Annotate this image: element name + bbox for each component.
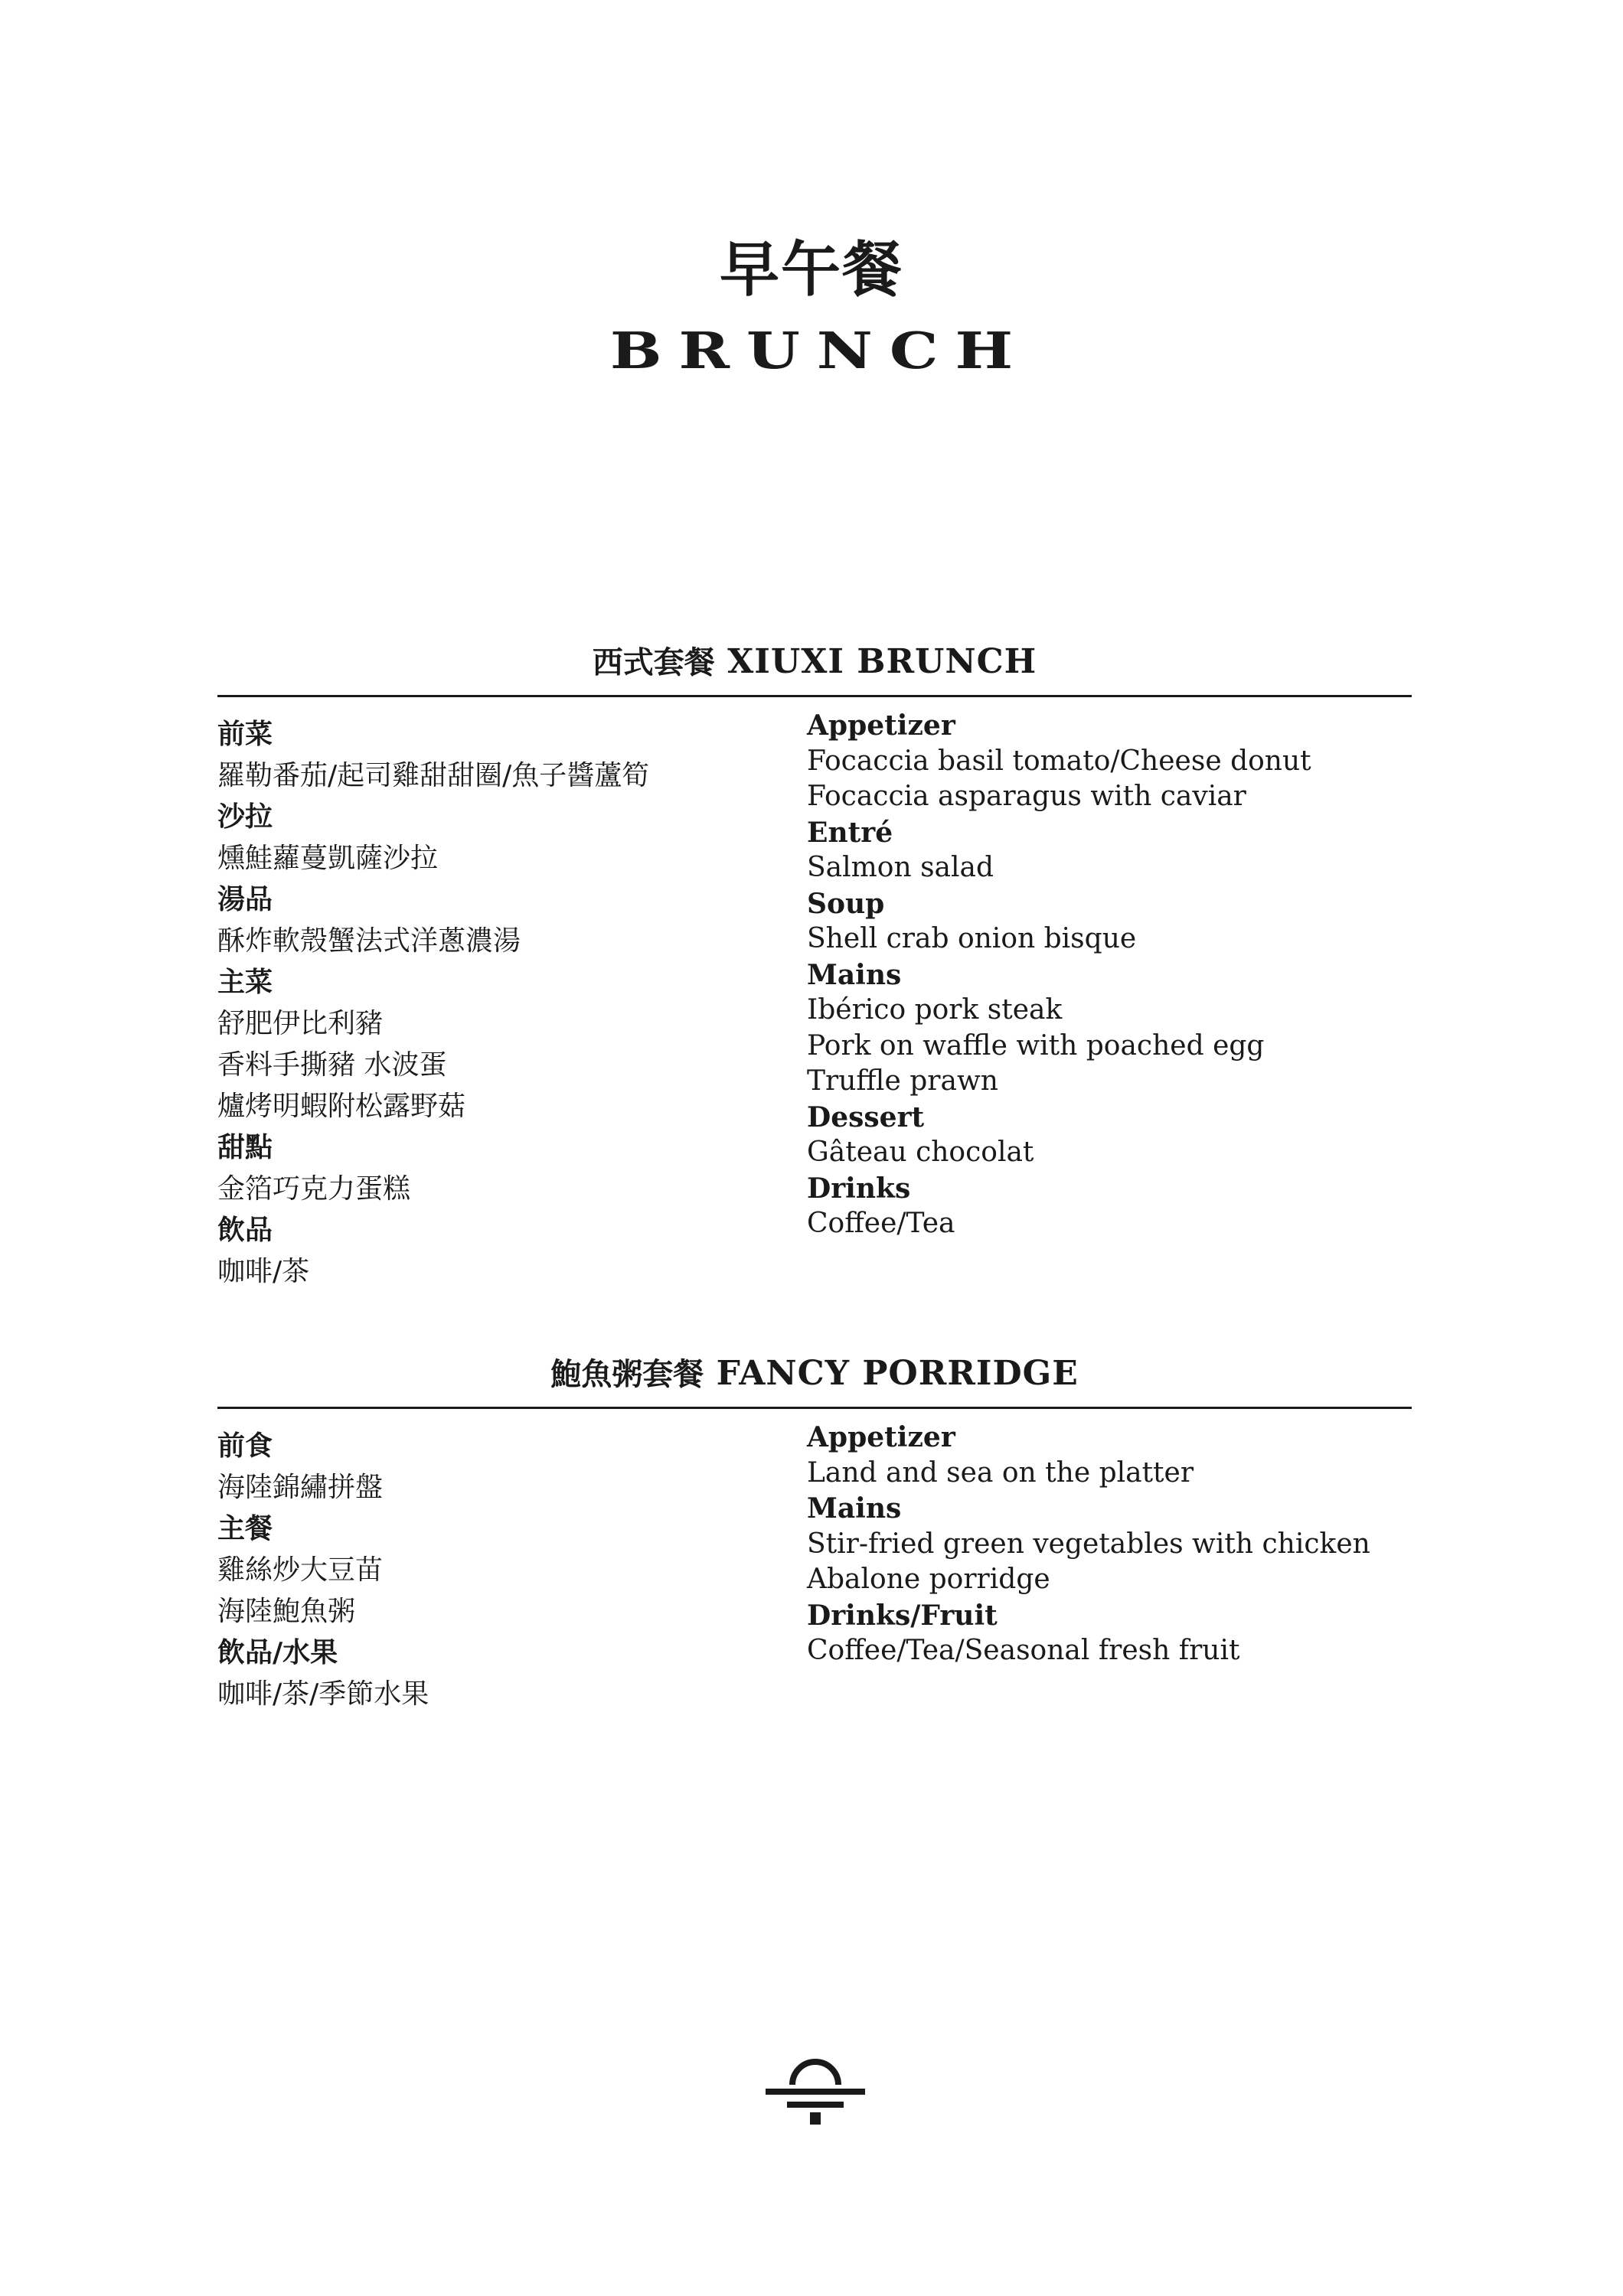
menu-item: Stir-fried green vegetables with chicken <box>807 1528 1370 1560</box>
section-title <box>217 1351 1412 1409</box>
menu-item: Shell crab onion bisque <box>807 923 1137 954</box>
category-heading: 前食 <box>217 1430 273 1462</box>
section-title-chinese: 鮑魚粥套餐 <box>550 1357 704 1392</box>
category-heading: Mains <box>807 958 902 991</box>
category-heading: Appetizer <box>807 1421 955 1453</box>
menu-item: 爐烤明蝦附松露野菇 <box>217 1091 466 1122</box>
english-menu-column <box>807 1420 1412 1669</box>
category-heading: 主餐 <box>217 1513 273 1544</box>
menu-item: Salmon salad <box>807 852 994 883</box>
category-heading: 主菜 <box>217 967 273 998</box>
section-title-english: XIUXI BRUNCH <box>727 642 1037 681</box>
category-heading: Appetizer <box>807 709 955 742</box>
menu-item: Land and sea on the platter <box>807 1456 1194 1489</box>
menu-item: Pork on waffle with poached egg <box>807 1029 1265 1062</box>
menu-item: 香料手撕豬 水波蛋 <box>217 1049 447 1081</box>
page-title-english: BRUNCH <box>609 321 1030 380</box>
page-title-chinese: 早午餐 <box>719 236 903 305</box>
category-heading: Mains <box>807 1492 902 1525</box>
menu-item: 海陸鮑魚粥 <box>217 1596 356 1627</box>
menu-section-xiuxi-brunch <box>217 639 1412 1287</box>
section-title-english: FANCY PORRIDGE <box>716 1354 1079 1393</box>
category-heading: Dessert <box>807 1101 925 1133</box>
menu-item: Abalone porridge <box>807 1564 1050 1595</box>
menu-item: 酥炸軟殼蟹法式洋蔥濃湯 <box>217 925 521 957</box>
menu-item: 咖啡/茶 <box>217 1256 310 1287</box>
menu-item: Gâteau chocolat <box>807 1137 1034 1168</box>
sun-horizon-logo-icon <box>766 2059 865 2128</box>
menu-item: 燻鮭蘿蔓凱薩沙拉 <box>217 843 439 874</box>
menu-item: Coffee/Tea <box>807 1208 955 1239</box>
menu-item: Focaccia asparagus with caviar <box>807 781 1246 812</box>
menu-item: 羅勒番茄/起司雞甜甜圈/魚子醬蘆筍 <box>217 760 650 791</box>
menu-item: Truffle prawn <box>807 1065 998 1097</box>
category-heading: Drinks <box>807 1172 911 1205</box>
section-title-chinese: 西式套餐 <box>592 645 715 680</box>
menu-item: 海陸錦繡拼盤 <box>217 1472 384 1503</box>
menu-item: Coffee/Tea/Seasonal fresh fruit <box>807 1635 1240 1666</box>
menu-section-fancy-porridge <box>217 1351 1412 1710</box>
category-heading: Entré <box>807 816 893 849</box>
section-title <box>217 639 1412 697</box>
category-heading: Soup <box>807 887 885 920</box>
menu-item: 雞絲炒大豆苗 <box>217 1554 384 1586</box>
english-menu-column <box>807 708 1412 1242</box>
menu-item: 金箔巧克力蛋糕 <box>217 1173 411 1205</box>
category-heading: 甜點 <box>217 1132 273 1163</box>
category-heading: Drinks/Fruit <box>807 1599 998 1632</box>
menu-item: 咖啡/茶/季節水果 <box>217 1678 429 1710</box>
chinese-menu-column <box>217 1426 799 1715</box>
category-heading: 沙拉 <box>217 801 273 833</box>
category-heading: 湯品 <box>217 884 273 915</box>
category-heading: 前菜 <box>217 719 273 750</box>
category-heading: 飲品/水果 <box>217 1637 338 1668</box>
category-heading: 飲品 <box>217 1215 273 1246</box>
menu-item: 舒肥伊比利豬 <box>217 1008 384 1039</box>
menu-item: Ibérico pork steak <box>807 994 1063 1026</box>
chinese-menu-column <box>217 714 799 1293</box>
menu-item: Focaccia basil tomato/Cheese donut <box>807 745 1311 777</box>
